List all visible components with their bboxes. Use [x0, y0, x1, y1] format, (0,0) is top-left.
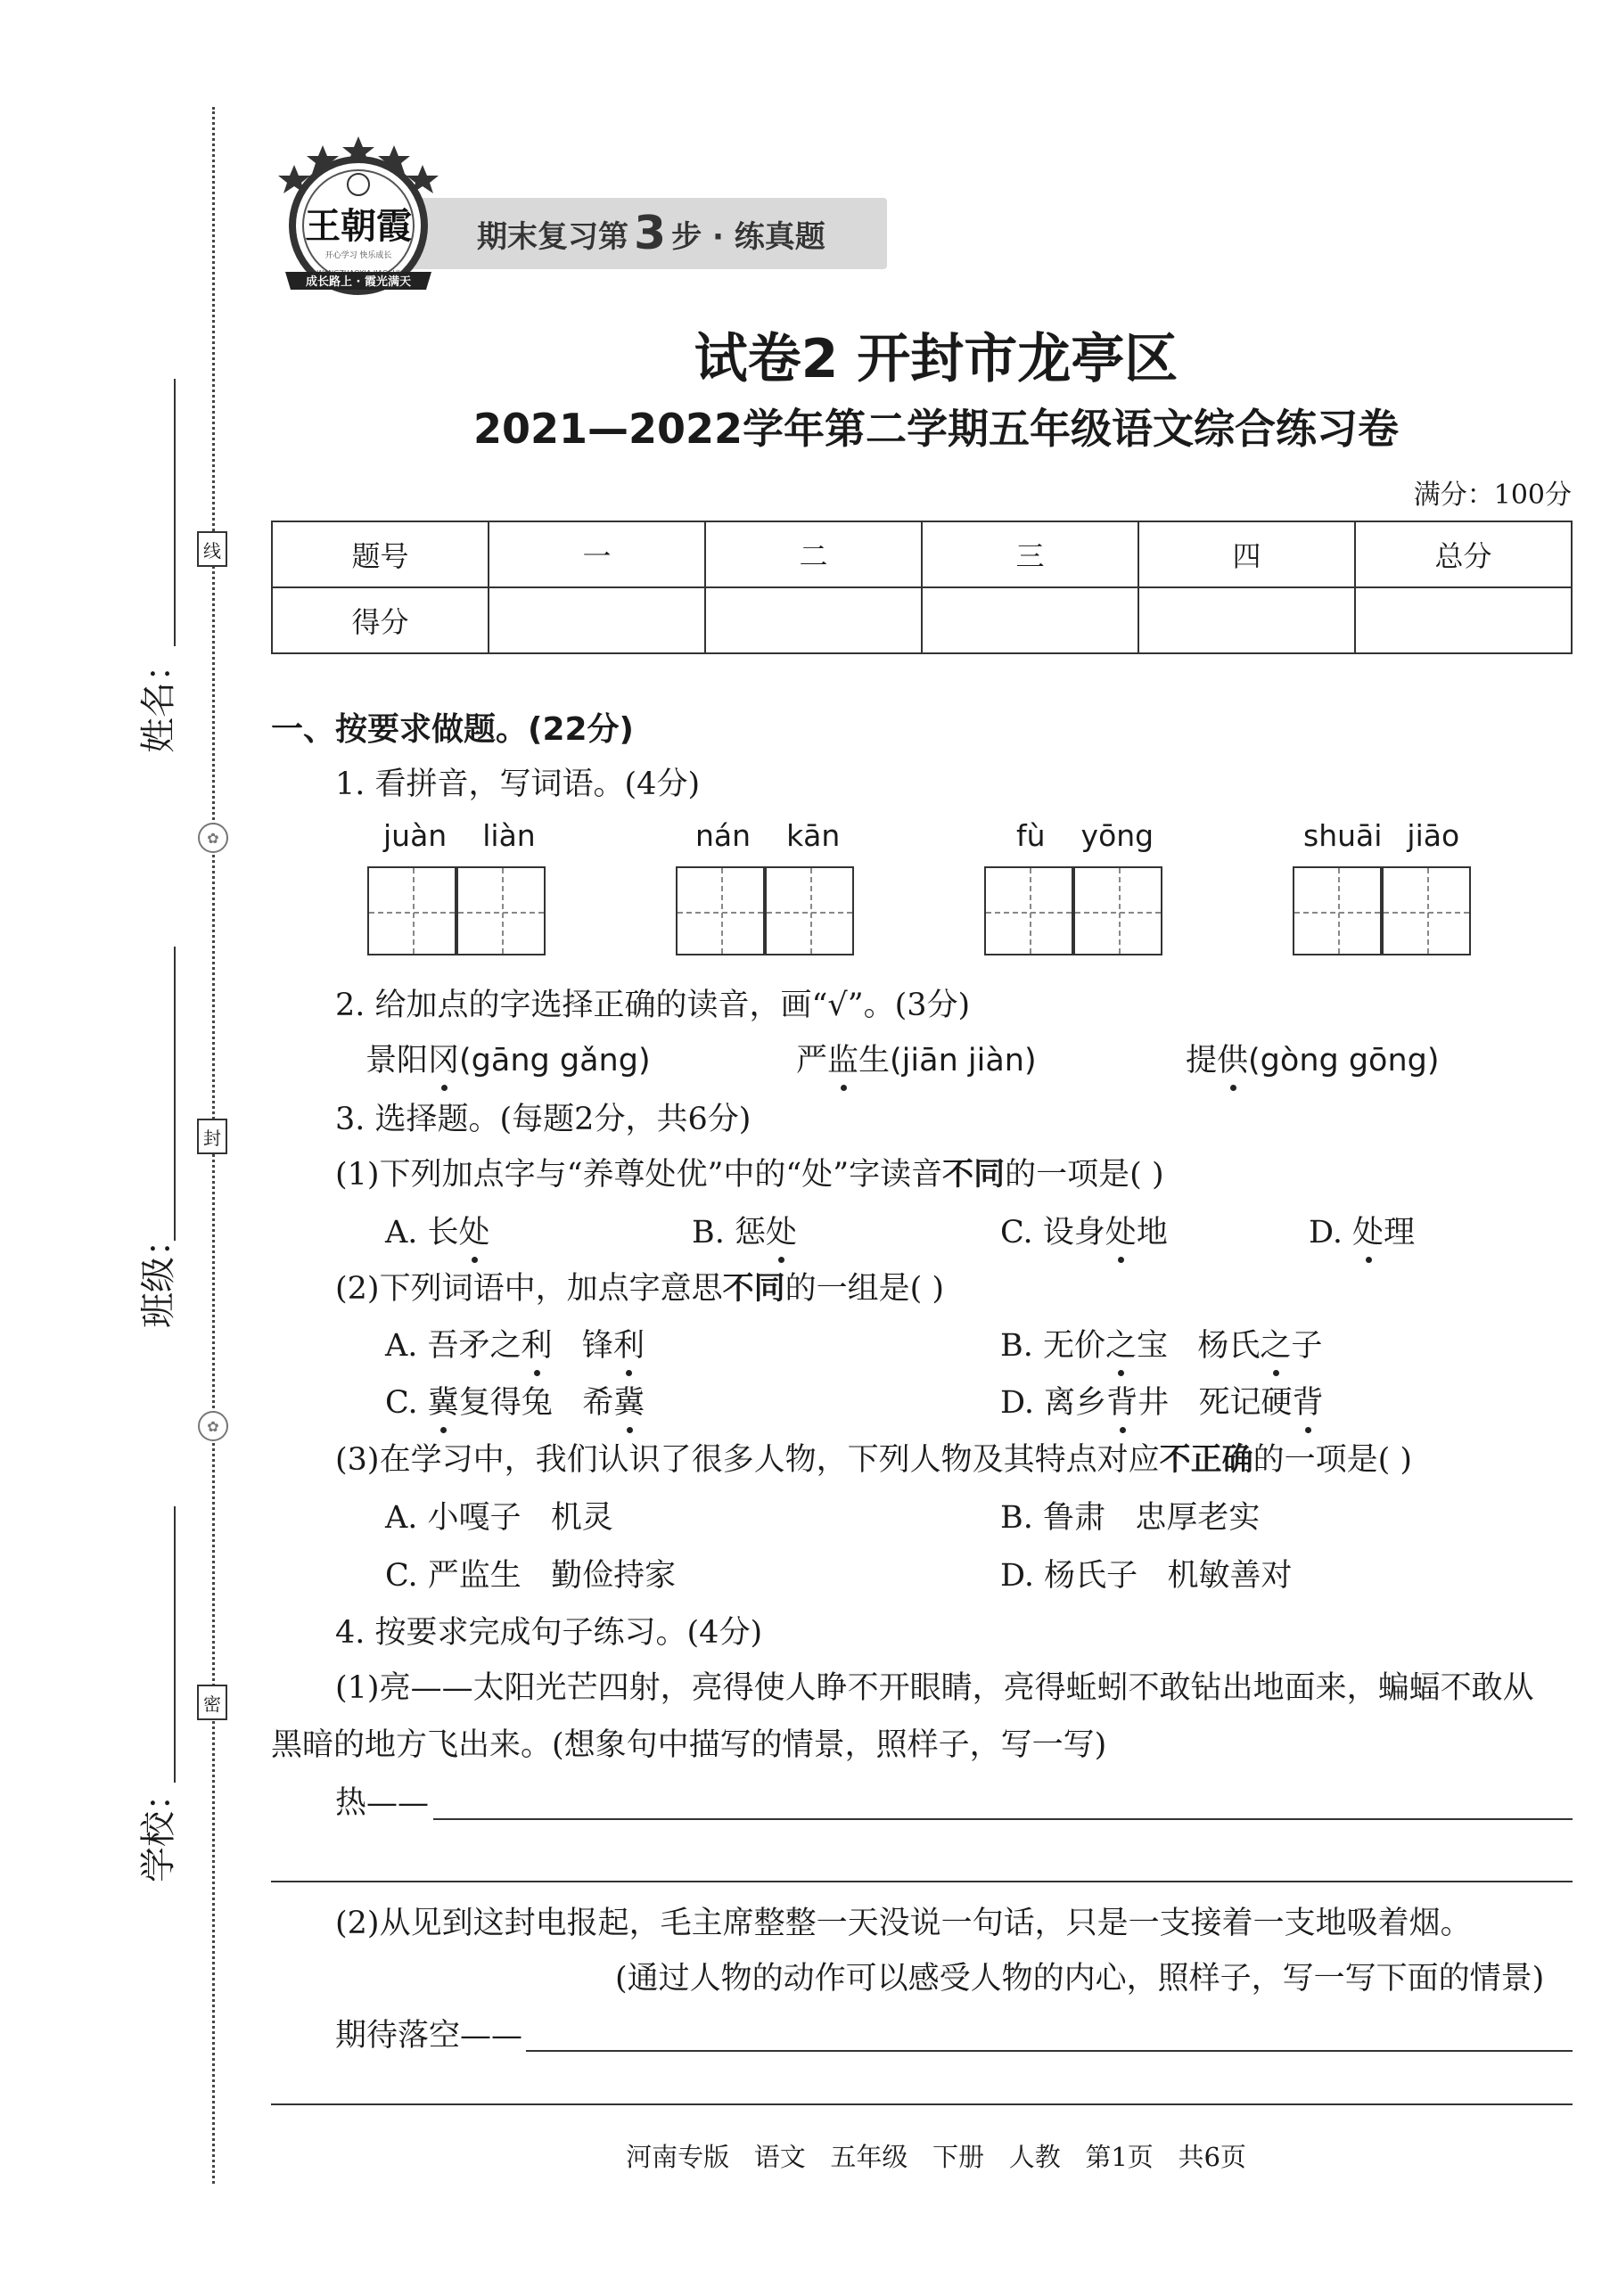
q4-sub2-line1: (2)从见到这封电报起，毛主席整整一天没说一句话，只是一支接着一支地吸着烟。 — [335, 1906, 1472, 1941]
school-label: 学校： — [138, 1775, 179, 1882]
score-table-score-row — [272, 587, 1572, 653]
brand-logo — [259, 129, 464, 299]
q3-sub2-option-a[interactable] — [385, 1321, 645, 1365]
seal-seal-box: 封 — [197, 1119, 227, 1154]
q2-item-text: 严 — [796, 1043, 828, 1078]
header-cell: 一 — [489, 521, 705, 587]
logo-motto: 开心学习 快乐成长 — [324, 251, 392, 260]
q4-sub2-answer-label: 期待落空—— — [335, 2018, 523, 2054]
knot-icon: ✿ — [198, 823, 228, 853]
dotted-char: 处 — [1352, 1208, 1384, 1252]
pinyin-syllable: kān — [786, 818, 841, 853]
pinyin-syllable: fù — [1016, 818, 1046, 853]
seal-dense-box: 密 — [197, 1685, 227, 1720]
q4-sub2-line2: (通过人物的动作可以感受人物的内心，照样子，写一写下面的情景) — [615, 1961, 1545, 1997]
option-text: B. 惩 — [692, 1215, 766, 1250]
dotted-char: 处 — [766, 1208, 797, 1252]
logo-ribbon: 成长路上 · 霞光满天 — [306, 275, 411, 289]
dotted-char: 处 — [1105, 1208, 1137, 1252]
dotted-char: 之 — [1260, 1321, 1291, 1365]
q3-sub1-option-b[interactable] — [692, 1208, 797, 1252]
emphasis-text: 不同 — [722, 1271, 785, 1307]
option-text: 子 — [1291, 1328, 1323, 1364]
question-text: 的一项是( ) — [1005, 1157, 1164, 1193]
header-cell: 总分 — [1355, 521, 1572, 587]
q4-sub1-answer-label: 热—— — [335, 1785, 430, 1821]
q3-sub1-option-d[interactable] — [1309, 1208, 1415, 1252]
q2-pinyin-options: (gòng gōng) — [1248, 1043, 1440, 1078]
q3-sub1-option-c[interactable] — [1000, 1208, 1168, 1252]
q2-item-text: 景阳 — [365, 1043, 429, 1078]
score-cell[interactable] — [705, 587, 922, 653]
q2-dotted-char: 供 — [1217, 1036, 1248, 1080]
tianzige-box[interactable] — [765, 866, 854, 955]
score-cell[interactable] — [1138, 587, 1355, 653]
dotted-char: 利 — [613, 1321, 645, 1365]
banner-prefix: 期末复习第 — [477, 218, 628, 255]
question-text: 的一项是( ) — [1253, 1442, 1413, 1478]
option-text: B. 无价 — [1000, 1328, 1105, 1364]
q3-sub3-option-d[interactable]: D. 杨氏子 机敏善对 — [1000, 1558, 1293, 1594]
option-text: D. — [1309, 1215, 1353, 1250]
question-text: (2)下列词语中，加点字意思 — [335, 1271, 723, 1307]
option-text: 井 — [1138, 1385, 1170, 1421]
q3-sub2-option-d[interactable] — [1000, 1378, 1324, 1423]
q3-sub2-question — [335, 1264, 944, 1308]
q4-prompt: 4. 按要求完成句子练习。(4分) — [335, 1615, 763, 1651]
dotted-char: 处 — [459, 1208, 490, 1252]
score-row-label: 得分 — [272, 587, 489, 653]
q3-sub2-option-c[interactable] — [385, 1378, 645, 1423]
header-cell: 四 — [1138, 521, 1355, 587]
q1-prompt: 1. 看拼音，写词语。(4分) — [335, 767, 701, 802]
question-text: (1)下列加点字与“养尊处优”中的“处”字读音 — [335, 1157, 943, 1193]
tianzige-box[interactable] — [984, 866, 1073, 955]
header-cell: 二 — [705, 521, 922, 587]
banner-suffix: 步 · 练真题 — [671, 218, 825, 255]
name-label: 姓名： — [138, 646, 179, 753]
q2-dotted-char: 冈 — [428, 1036, 459, 1080]
q2-item-2[interactable] — [796, 1036, 1037, 1080]
pinyin-syllable: shuāi — [1303, 818, 1383, 853]
footer-rule — [271, 2103, 1573, 2105]
school-field-line[interactable] — [174, 1506, 176, 1783]
pinyin-word-1 — [383, 818, 536, 853]
option-text: 锋 — [552, 1328, 613, 1364]
option-text: A. 吾矛之 — [385, 1328, 522, 1364]
pinyin-word-2 — [695, 818, 840, 853]
option-text: 理 — [1384, 1215, 1416, 1250]
pinyin-syllable: jiāo — [1407, 818, 1460, 853]
tianzige-box[interactable] — [367, 866, 456, 955]
knot-icon: ✿ — [198, 1411, 228, 1441]
q3-sub1-question — [335, 1150, 1164, 1194]
name-field-line[interactable] — [174, 379, 176, 646]
q4-sub1-line1: (1)亮——太阳光芒四射，亮得使人睁不开眼睛，亮得蚯蚓不敢钻出地面来，蝙蝠不敢从 — [335, 1670, 1534, 1706]
class-label: 班级： — [138, 1221, 179, 1328]
q4-sub1-line2: 黑暗的地方飞出来。(想象句中描写的情景，照样子，写一写) — [271, 1727, 1107, 1763]
tianzige-box[interactable] — [1293, 866, 1382, 955]
answer-line[interactable] — [271, 1881, 1573, 1882]
q3-sub2-option-b[interactable] — [1000, 1321, 1322, 1365]
question-text: (3)在学习中，我们认识了很多人物，下列人物及其特点对应 — [335, 1442, 1160, 1478]
pinyin-syllable: nán — [695, 818, 752, 853]
q3-sub3-option-b[interactable]: B. 鲁肃 忠厚老实 — [1000, 1500, 1261, 1536]
q3-sub3-option-c[interactable]: C. 严监生 勤俭持家 — [385, 1558, 677, 1594]
tianzige-box[interactable] — [456, 866, 546, 955]
q2-pinyin-options: 生(jiān jiàn) — [858, 1043, 1037, 1078]
option-text: C. 设身 — [1000, 1215, 1105, 1250]
q2-prompt: 2. 给加点的字选择正确的读音，画“√”。(3分) — [335, 988, 971, 1023]
logo-name: 王朝霞 — [305, 205, 412, 247]
option-text: 复得兔 — [458, 1385, 553, 1421]
dotted-char: 背 — [1106, 1378, 1138, 1423]
q3-sub3-question — [335, 1435, 1412, 1480]
paper-title: 试卷2 开封市龙亭区 — [694, 328, 1179, 390]
score-table — [271, 521, 1573, 654]
q2-item-1[interactable] — [365, 1036, 651, 1080]
option-text: 地 — [1136, 1215, 1168, 1250]
pinyin-syllable: liàn — [482, 818, 536, 853]
tianzige-box[interactable] — [1382, 866, 1471, 955]
emphasis-text: 不同 — [942, 1157, 1006, 1193]
option-text: A. 长 — [385, 1215, 459, 1250]
full-mark: 满分：100分 — [1413, 480, 1572, 511]
q3-sub3-option-a[interactable]: A. 小嘎子 机灵 — [385, 1500, 613, 1536]
option-text: 希 — [552, 1385, 614, 1421]
seal-line-box: 线 — [197, 531, 227, 567]
question-text: 的一组是( ) — [784, 1271, 945, 1307]
option-text: C. — [385, 1385, 428, 1421]
dotted-char: 背 — [1293, 1378, 1324, 1423]
pinyin-syllable: yōng — [1080, 818, 1154, 853]
q2-item-3[interactable] — [1186, 1036, 1440, 1080]
section1-heading: 一、按要求做题。(22分) — [271, 711, 635, 748]
pinyin-word-3 — [1016, 818, 1154, 853]
q3-sub1-option-a[interactable] — [385, 1208, 490, 1252]
dotted-char: 之 — [1105, 1321, 1137, 1365]
answer-line[interactable] — [526, 2050, 1573, 2052]
pinyin-word-4 — [1303, 818, 1459, 853]
header-cell: 三 — [922, 521, 1138, 587]
q2-item-text: 提 — [1186, 1043, 1218, 1078]
q2-dotted-char: 监 — [827, 1036, 858, 1080]
paper-subtitle: 2021—2022学年第二学期五年级语文综合练习卷 — [472, 405, 1400, 453]
banner-step-number: 3 — [634, 207, 667, 260]
tianzige-box[interactable] — [676, 866, 765, 955]
option-text: 宝 — [1137, 1328, 1169, 1364]
class-field-line[interactable] — [174, 947, 176, 1241]
option-text: D. 离乡 — [1000, 1385, 1107, 1421]
score-cell[interactable] — [489, 587, 705, 653]
header-cell: 题号 — [272, 521, 489, 587]
option-text: 死记硬 — [1169, 1385, 1293, 1421]
q2-pinyin-options: (gāng gǎng) — [459, 1043, 651, 1078]
score-cell[interactable] — [1355, 587, 1572, 653]
score-table-header-row — [272, 521, 1572, 587]
option-text: 杨氏 — [1168, 1328, 1261, 1364]
pinyin-syllable: juàn — [383, 818, 448, 853]
dotted-char: 冀 — [428, 1378, 459, 1423]
score-cell[interactable] — [922, 587, 1138, 653]
answer-line[interactable] — [433, 1818, 1573, 1820]
dotted-char: 利 — [522, 1321, 553, 1365]
q3-prompt: 3. 选择题。(每题2分，共6分) — [335, 1102, 752, 1137]
emphasis-text: 不正确 — [1159, 1442, 1253, 1478]
dotted-char: 冀 — [613, 1378, 645, 1423]
page-footer: 河南专版 语文 五年级 下册 人教 第1页 共6页 — [626, 2142, 1246, 2172]
tianzige-box[interactable] — [1073, 866, 1162, 955]
